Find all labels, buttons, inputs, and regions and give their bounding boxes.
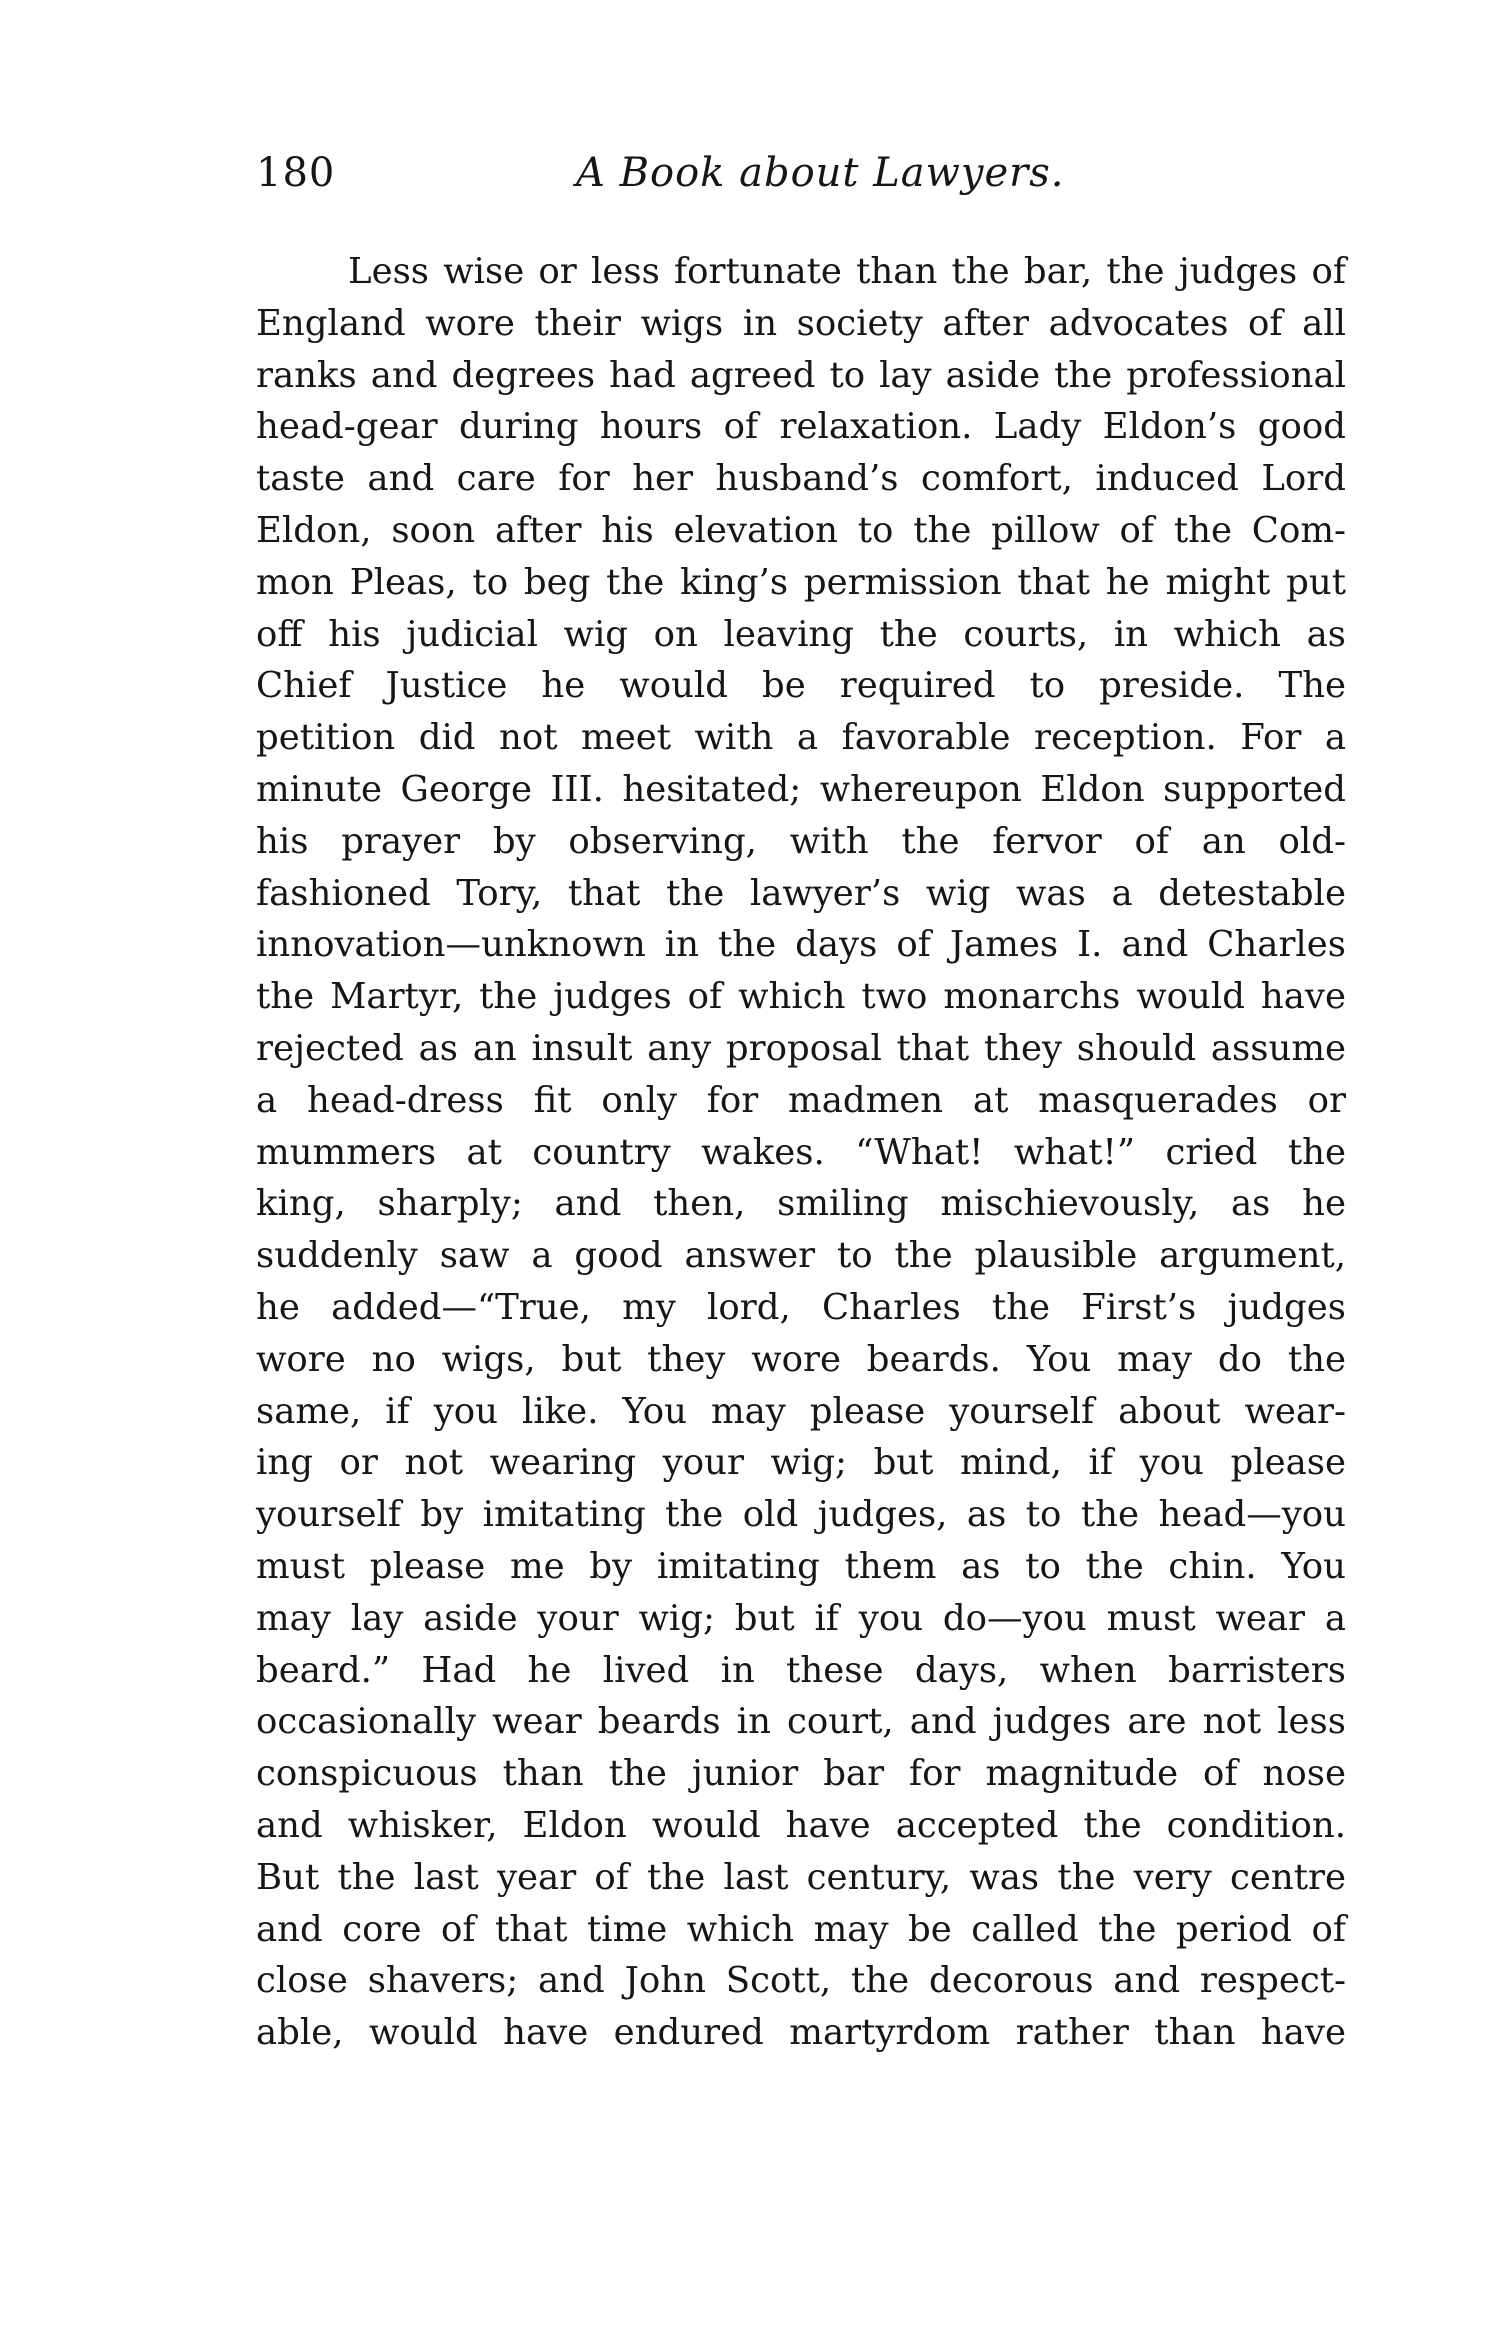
text-line: must please me by imitating them as to the chin. You: [256, 1545, 1346, 1587]
text-line: head-gear during hours of relaxation. Lady Eldon’s good: [256, 406, 1346, 448]
text-line: beard.” Had he lived in these days, when barristers: [256, 1649, 1346, 1691]
text-line: conspicuous than the junior bar for magnitude of nose: [256, 1753, 1346, 1795]
page-number: 180: [256, 150, 336, 196]
text-line: suddenly saw a good answer to the plausible argument,: [256, 1235, 1346, 1277]
text-line: a head-dress fit only for madmen at masquerades or: [256, 1079, 1346, 1121]
text-line: petition did not meet with a favorable reception. For a: [256, 717, 1346, 759]
text-line: and whisker, Eldon would have accepted the condition.: [256, 1804, 1346, 1846]
text-line: But the last year of the last century, was the very centre: [256, 1856, 1346, 1898]
body-paragraph: [256, 246, 1346, 2059]
text-line: the Martyr, the judges of which two monarchs would have: [256, 976, 1346, 1018]
text-line: ranks and degrees had agreed to lay aside the professional: [256, 354, 1346, 396]
text-line: Eldon, soon after his elevation to the pillow of the Com-: [256, 509, 1346, 551]
text-line: innovation—unknown in the days of James I. and Charles: [256, 924, 1346, 966]
text-line: minute George III. hesitated; whereupon Eldon supported: [256, 768, 1346, 810]
text-line: ing or not wearing your wig; but mind, if you please: [256, 1442, 1346, 1484]
text-line: yourself by imitating the old judges, as to the head—you: [256, 1494, 1346, 1536]
text-line: fashioned Tory, that the lawyer’s wig was a detestable: [256, 872, 1346, 914]
text-line: Chief Justice he would be required to preside. The: [256, 665, 1346, 707]
text-line: Less wise or less fortunate than the bar, the judges of: [348, 251, 1346, 292]
text-line: off his judicial wig on leaving the courts, in which as: [256, 613, 1346, 655]
text-line: and core of that time which may be called the period of: [256, 1908, 1346, 1950]
text-line: England wore their wigs in society after advocates of all: [256, 302, 1346, 344]
text-line: he added—“True, my lord, Charles the First’s judges: [256, 1286, 1346, 1328]
text-line: may lay aside your wig; but if you do—you must wear a: [256, 1597, 1346, 1639]
text-line: able, would have endured martyrdom rather than have: [256, 2012, 1346, 2054]
text-line: taste and care for her husband’s comfort, induced Lord: [256, 458, 1346, 500]
running-title: A Book about Lawyers.: [576, 150, 1065, 196]
text-line: king, sharply; and then, smiling mischievously, as he: [256, 1183, 1346, 1225]
text-line: his prayer by observing, with the fervor of an old-: [256, 820, 1346, 862]
text-line: close shavers; and John Scott, the decorous and respect-: [256, 1960, 1346, 2002]
text-line: mummers at country wakes. “What! what!” cried the: [256, 1131, 1346, 1173]
text-line: same, if you like. You may please yourself about wear-: [256, 1390, 1346, 1432]
text-line: occasionally wear beards in court, and judges are not less: [256, 1701, 1346, 1743]
text-line: mon Pleas, to beg the king’s permission that he might put: [256, 561, 1346, 603]
text-line: wore no wigs, but they wore beards. You may do the: [256, 1338, 1346, 1380]
page-header: [256, 150, 1346, 210]
text-line: rejected as an insult any proposal that they should assume: [256, 1027, 1346, 1069]
